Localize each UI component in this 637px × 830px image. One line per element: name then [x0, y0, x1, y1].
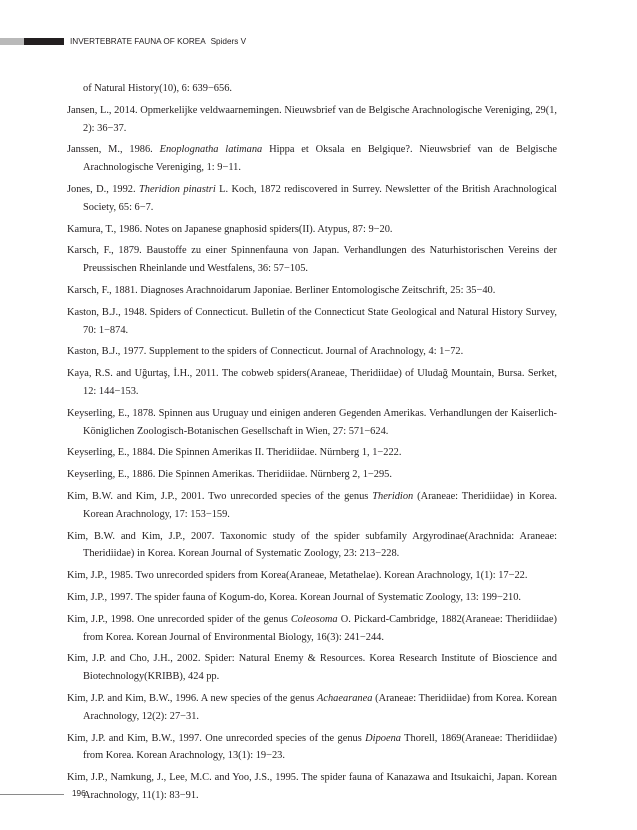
reference-entry	[67, 488, 557, 524]
reference-text: Kim, J.P. and Cho, J.H., 2002. Spider: Natural Enemy & Resources. Korea Research Institute of Bioscience and Biotechnology(KRIBB), 424 pp.	[67, 653, 557, 683]
footer-rule	[0, 794, 64, 795]
reference-entry	[67, 690, 557, 726]
header-bar-gray	[0, 38, 24, 45]
reference-entry	[67, 589, 557, 607]
reference-text: Kim, J.P., 1985. Two unrecorded spiders from Korea(Araneae, Metathelae). Korean Arachnology, 1(1): 17−22.	[67, 570, 528, 582]
reference-text: Kamura, T., 1986. Notes on Japanese gnaphosid spiders(II). Atypus, 87: 9−20.	[67, 223, 393, 235]
reference-text: Hippa et Oksala en Belgique?. Nieuwsbrief van de Belgische Arachnologische Vereniging, 1: 9−11.	[83, 144, 557, 174]
reference-entry	[67, 365, 557, 401]
reference-text: Kim, J.P., 1997. The spider fauna of Kogum-do, Korea. Korean Journal of Systematic Zoology, 13: 199−210.	[67, 591, 522, 603]
reference-entry	[67, 730, 557, 766]
reference-text: O. Pickard-Cambridge, 1882(Araneae: Theridiidae) from Korea. Korean Journal of Environmental Biology, 16(3): 241−244.	[83, 613, 557, 643]
reference-text: Kim, B.W. and Kim, J.P., 2001. Two unrecorded species of the genus	[67, 490, 373, 502]
running-header	[70, 36, 246, 47]
reference-entry	[67, 567, 557, 585]
reference-entry	[67, 221, 557, 239]
reference-italic-taxon: Dipoena	[365, 732, 401, 744]
header-subtitle: Spiders V	[210, 37, 247, 46]
reference-text: Janssen, M., 1986.	[67, 144, 160, 156]
reference-text: Jones, D., 1992.	[67, 183, 139, 195]
reference-entry	[67, 769, 557, 805]
reference-text: Kaya, R.S. and Uğurtaş, İ.H., 2011. The cobweb spiders(Araneae, Theridiidae) of Uludağ Mountain, Bursa. Serket, 12: 144−153.	[67, 368, 557, 397]
reference-text: Kim, J.P. and Kim, B.W., 1997. One unrecorded species of the genus	[67, 732, 366, 744]
reference-entry	[67, 181, 557, 217]
reference-text: Keyserling, E., 1878. Spinnen aus Uruguay und einigen anderen Gegenden Amerikas. Verhandlungen der Kaiserlich-Königlichen Zoologisch-Botanischen Gesellschaft in Wien, 27: 571−624.	[67, 407, 557, 437]
reference-text: Karsch, F., 1879. Baustoffe zu einer Spinnenfauna von Japan. Verhandlungen des Naturhistorischen Vereins der Preussischen Rheinlande und Westfalens, 36: 57−105.	[67, 245, 557, 275]
reference-entry	[67, 466, 557, 484]
reference-entry	[67, 343, 557, 361]
reference-italic-taxon: Enoplognatha latimana	[159, 144, 263, 156]
reference-text: Jansen, L., 2014. Opmerkelijke veldwaarnemingen. Nieuwsbrief van de Belgische Arachnologische Vereniging, 29(1, 2): 36−37.	[67, 104, 557, 134]
reference-entry	[67, 304, 557, 340]
reference-text: Kim, J.P., Namkung, J., Lee, M.C. and Yoo, J.S., 1995. The spider fauna of Kanazawa and Itsukaichi, Japan. Korean Arachnology, 11(1): 83−91.	[67, 772, 557, 801]
reference-text: Keyserling, E., 1884. Die Spinnen Amerikas II. Theridiidae. Nürnberg 1, 1−222.	[67, 447, 402, 459]
reference-entry	[67, 405, 557, 441]
header-title: INVERTEBRATE FAUNA OF KOREA	[70, 37, 206, 46]
reference-entry	[67, 242, 557, 278]
reference-italic-taxon: Theridion	[372, 490, 414, 502]
reference-text: Kaston, B.J., 1977. Supplement to the spiders of Connecticut. Journal of Arachnology, 4: 1−72.	[67, 346, 464, 358]
reference-text: Kaston, B.J., 1948. Spiders of Connecticut. Bulletin of the Connecticut State Geological and Natural History Survey, 70: 1−874.	[67, 306, 557, 336]
reference-entry	[67, 80, 557, 98]
reference-italic-taxon: Theridion pinastri	[139, 183, 216, 195]
reference-text: Karsch, F., 1881. Diagnoses Arachnoidarum Japoniae. Berliner Entomologische Zeitschrift, 25: 35−40.	[67, 284, 496, 296]
reference-text: of Natural History(10), 6: 639−656.	[83, 83, 232, 94]
reference-list	[67, 80, 557, 809]
reference-text: (Araneae: Theridiidae) from Korea. Korean Arachnology, 12(2): 27−31.	[83, 692, 557, 722]
reference-entry	[67, 650, 557, 686]
reference-text: Kim, J.P., 1998. One unrecorded spider of the genus	[67, 613, 291, 625]
reference-entry	[67, 102, 557, 138]
reference-italic-taxon: Achaearanea	[317, 692, 373, 704]
header-bar-black	[24, 38, 64, 45]
reference-text: Kim, J.P. and Kim, B.W., 1996. A new species of the genus	[67, 692, 318, 704]
reference-text: (Araneae: Theridiidae) in Korea. Korean Arachnology, 17: 153−159.	[83, 490, 557, 520]
reference-entry	[67, 282, 557, 300]
reference-text: Kim, B.W. and Kim, J.P., 2007. Taxonomic study of the spider subfamily Argyrodinae(Arachnida: Araneae: Theridiidae) in Korea. Korean Journal of Systematic Zoology, 23: 213−228.	[67, 530, 557, 560]
reference-entry	[67, 528, 557, 564]
reference-italic-taxon: Coleosoma	[290, 613, 338, 625]
reference-entry	[67, 611, 557, 647]
reference-entry	[67, 141, 557, 177]
reference-text: Thorell, 1869(Araneae: Theridiidae) from Korea. Korean Arachnology, 13(1): 19−23.	[83, 732, 557, 762]
reference-text: L. Koch, 1872 rediscovered in Surrey. Newsletter of the British Arachnological Society, 65: 6−7.	[83, 183, 557, 213]
reference-entry	[67, 444, 557, 462]
reference-text: Keyserling, E., 1886. Die Spinnen Amerikas. Theridiidae. Nürnberg 2, 1−295.	[67, 469, 392, 481]
page-number: 196	[72, 789, 86, 798]
